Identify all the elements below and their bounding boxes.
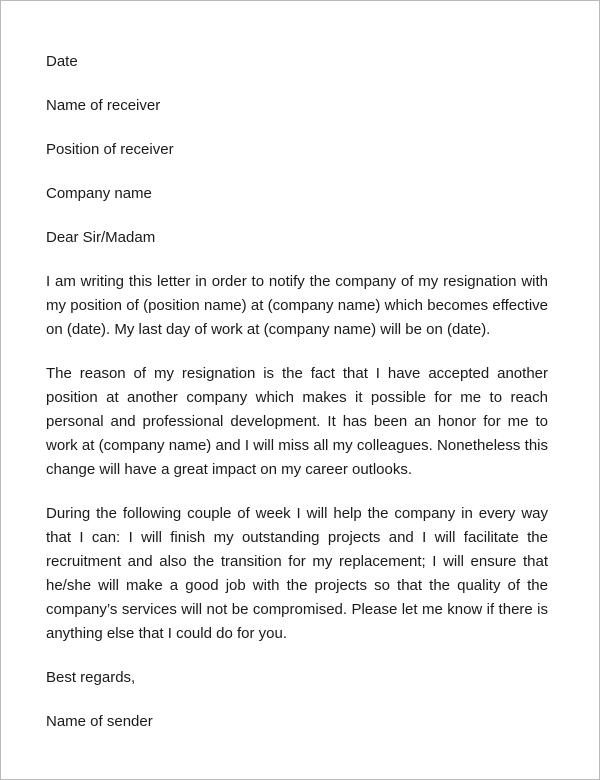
date-line: Date [46,53,78,70]
paragraph-notification: I am writing this letter in order to notify the company of my resignation with my position of (position name) at (company name) which becomes effective on (date). My last day of work at (company name) will be on (date). [46,273,548,338]
company-name: Company name [46,185,152,202]
paragraph-reason: The reason of my resignation is the fact that I have accepted another position at another company which makes it possible for me to reach personal and professional development. It has been an honor for me to work at (company name) and I will miss all my colleagues. Nonetheless this change will have a great impact on my career outlooks. [46,365,548,478]
salutation: Dear Sir/Madam [46,229,156,246]
resignation-letter [46,50,548,754]
paragraph-transition: During the following couple of week I will help the company in every way that I can: I will finish my outstanding projects and I will facilitate the recruitment and also the transition for my replacement; I will ensure that he/she will make a good job with the projects so that the quality of the company’s services will not be compromised. Please let me know if there is anything else that I could do for you. [46,505,548,642]
receiver-position: Position of receiver [46,141,174,158]
closing: Best regards, [46,669,136,686]
sender-name: Name of sender [46,713,153,730]
receiver-name: Name of receiver [46,97,161,114]
